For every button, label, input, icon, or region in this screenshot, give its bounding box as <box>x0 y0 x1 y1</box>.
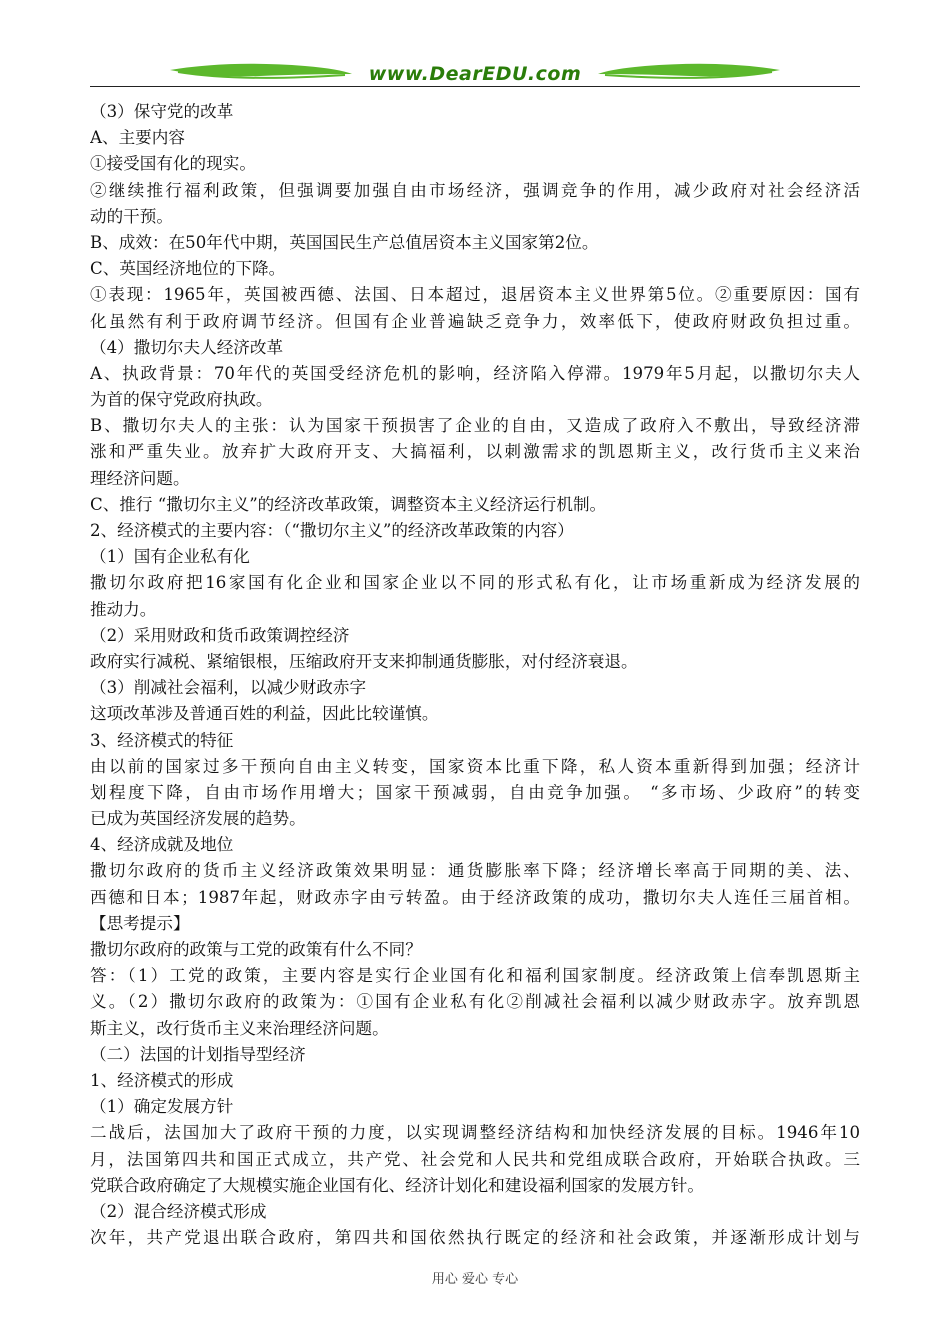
text-line: （1）国有企业私有化 <box>90 547 250 567</box>
document-body <box>90 99 860 1251</box>
text-line: 这项改革涉及普通百姓的利益，因此比较谨慎。 <box>90 704 439 724</box>
text-line: 4、经济成就及地位 <box>90 835 234 855</box>
text-line: （2）混合经济模式形成 <box>90 1201 267 1221</box>
text-line: 次年，共产党退出联合政府，第四共和国依然执行既定的经济和社会政策，并逐渐形成计划与 <box>90 1228 860 1248</box>
text-line: C、英国经济地位的下降。 <box>90 259 286 279</box>
site-logo-text: www.DearEDU.com <box>368 63 582 85</box>
text-line: 划程度下降，自由市场作用增大；国家干预减弱，自由竞争加强。 “多市场、少政府”的转变 <box>90 782 860 802</box>
text-line: 撒切尔政府的货币主义经济政策效果明显：通货膨胀率下降；经济增长率高于同期的美、法、 <box>90 861 860 881</box>
text-line: 1、经济模式的形成 <box>90 1070 234 1090</box>
text-line: A、主要内容 <box>90 128 185 148</box>
header-divider <box>90 86 860 87</box>
text-line: （3）削减社会福利，以减少财政赤字 <box>90 678 367 698</box>
text-line: 党联合政府确定了大规模实施企业国有化、经济计划化和建设福利国家的发展方针。 <box>90 1175 704 1195</box>
text-line: 动的干预。 <box>90 206 173 226</box>
page-footer: 用心 爱心 专心 <box>431 1272 519 1287</box>
text-line: 撒切尔政府的政策与工党的政策有什么不同？ <box>90 940 422 959</box>
text-line: 为首的保守党政府执政。 <box>90 390 273 410</box>
text-line: 涨和严重失业。放弃扩大政府开支、大搞福利，以刺激需求的凯恩斯主义，改行货币主义来治 <box>90 442 860 462</box>
text-line: B、撒切尔夫人的主张：认为国家干预损害了企业的自由，又造成了政府入不敷出，导致经济滞 <box>90 416 860 436</box>
text-line: 义。（2）撒切尔政府的政策为：①国有企业私有化②削减社会福利以减少财政赤字。放弃凯恩 <box>90 992 860 1012</box>
text-line: 西德和日本；1987年起，财政赤字由亏转盈。由于经济政策的成功，撒切尔夫人连任三届首相。 <box>90 887 860 907</box>
text-line: 由以前的国家过多干预向自由主义转变，国家资本比重下降，私人资本重新得到加强；经济计 <box>90 756 860 776</box>
text-line: C、推行 “撒切尔主义”的经济改革政策，调整资本主义经济运行机制。 <box>90 494 607 514</box>
text-line: 【思考提示】 <box>90 913 190 933</box>
text-line: 2、经济模式的主要内容：（“撒切尔主义”的经济改革政策的内容） <box>90 521 574 540</box>
text-line: （4）撒切尔夫人经济改革 <box>90 337 284 357</box>
text-line: ①接受国有化的现实。 <box>90 154 256 174</box>
text-line: （1）确定发展方针 <box>90 1097 234 1117</box>
text-line: ①表现：1965年，英国被西德、法国、日本超过，退居资本主义世界第5位。②重要原因：国有 <box>90 285 860 305</box>
text-line: 政府实行减税、紧缩银根，压缩政府开支来抑制通货膨胀，对付经济衰退。 <box>90 651 638 671</box>
text-line: 3、经济模式的特征 <box>90 730 234 750</box>
text-line: A、执政背景：70年代的英国受经济危机的影响，经济陷入停滞。1979年5月起，以撒切尔夫人 <box>90 363 860 383</box>
text-line: B、成效：在50年代中期，英国国民生产总值居资本主义国家第2位。 <box>90 232 599 252</box>
text-line: （二）法国的计划指导型经济 <box>90 1044 306 1064</box>
text-line: （3）保守党的改革 <box>90 102 234 121</box>
text-line: （2）采用财政和货币政策调控经济 <box>90 625 350 645</box>
text-line: 理经济问题。 <box>90 468 190 488</box>
text-line: 推动力。 <box>90 599 157 619</box>
text-line: 斯主义，改行货币主义来治理经济问题。 <box>90 1018 389 1038</box>
text-line: 答：（1）工党的政策，主要内容是实行企业国有化和福利国家制度。经济政策上信奉凯恩斯主 <box>90 966 860 986</box>
text-line: 二战后，法国加大了政府干预的力度，以实现调整经济结构和加快经济发展的目标。1946年10 <box>90 1123 860 1143</box>
text-line: 撒切尔政府把16家国有化企业和国家企业以不同的形式私有化，让市场重新成为经济发展的 <box>90 573 860 593</box>
text-line: 化虽然有利于政府调节经济。但国有企业普遍缺乏竞争力，效率低下，使政府财政负担过重。 <box>90 311 860 331</box>
text-line: ②继续推行福利政策，但强调要加强自由市场经济，强调竞争的作用，减少政府对社会经济活 <box>90 180 860 200</box>
text-line: 已成为英国经济发展的趋势。 <box>90 809 306 829</box>
text-line: 月，法国第四共和国正式成立，共产党、社会党和人民共和党组成联合政府，开始联合执政。三 <box>90 1149 860 1169</box>
